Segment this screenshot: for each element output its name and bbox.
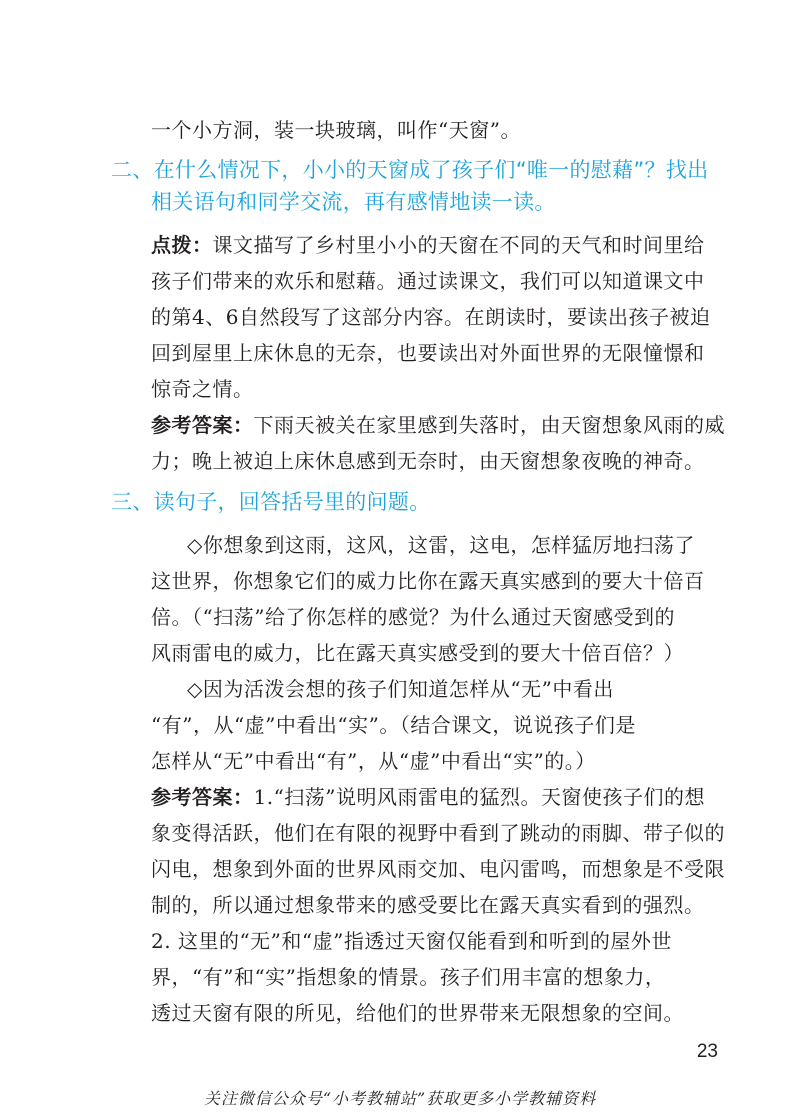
hint-line: 孩子们带来的欢乐和慰藉。通过读课文，我们可以知道课文中 bbox=[151, 269, 705, 293]
answer-text: 下雨天被关在家里感到失落时，由天窗想象风雨的威 bbox=[253, 413, 725, 437]
hint-line bbox=[151, 230, 705, 260]
footer-notice: 关注微信公众号“小考教辅站”获取更多小学教辅资料 bbox=[203, 1089, 597, 1108]
question-3-heading: 三、读句子，回答括号里的问题。 bbox=[111, 490, 431, 514]
answer-line: 闪电，想象到外面的世界风雨交加、电闪雷鸣，而想象是不受限 bbox=[151, 857, 725, 881]
question-2-heading-continued: 相关语句和同学交流，再有感情地读一读。 bbox=[151, 190, 556, 214]
hint-line: 的第4、6自然段写了这部分内容。在朗读时，要读出孩子被迫 bbox=[151, 305, 711, 329]
answer-label: 参考答案： bbox=[151, 785, 254, 809]
question-2-heading: 二、在什么情况下，小小的天窗成了孩子们“唯一的慰藉”？找出 bbox=[111, 158, 709, 182]
sentence-1-line: 这世界，你想象它们的威力比你在露天真实感到的要大十倍百 bbox=[151, 569, 705, 593]
sentence-2-line: “有”，从“虚”中看出“实”。（结合课文，说说孩子们是 bbox=[151, 713, 636, 737]
answer-text: 1.“扫荡”说明风雨雷电的猛烈。天窗使孩子们的想 bbox=[253, 785, 706, 809]
hint-label: 点拨： bbox=[151, 233, 213, 257]
answer-line bbox=[151, 782, 705, 812]
sentence-2-line: ◇因为活泼会想的孩子们知道怎样从“无”中看出 bbox=[187, 677, 614, 701]
answer-line: 象变得活跃，他们在有限的视野中看到了跳动的雨脚、带子似的 bbox=[151, 821, 725, 845]
answer-line: 力；晚上被迫上床休息感到无奈时，由天窗想象夜晚的神奇。 bbox=[151, 449, 705, 473]
sentence-1-line: 倍。（“扫荡”给了你怎样的感觉？为什么通过天窗感受到的 bbox=[151, 605, 675, 629]
hint-text: 课文描写了乡村里小小的天窗在不同的天气和时间里给 bbox=[212, 233, 705, 257]
answer-label: 参考答案： bbox=[151, 413, 254, 437]
sentence-1-line: ◇你想象到这雨，这风，这雷，这电，怎样猛厉地扫荡了 bbox=[187, 533, 695, 557]
hint-line: 惊奇之情。 bbox=[151, 377, 254, 401]
sentence-1-line: 风雨雷电的威力，比在露天真实感受到的要大十倍百倍？） bbox=[151, 641, 684, 665]
hint-line: 回到屋里上床休息的无奈，也要读出对外面世界的无限憧憬和 bbox=[151, 341, 705, 365]
sentence-2-line: 怎样从“无”中看出“有”，从“虚”中看出“实”的。） bbox=[151, 749, 596, 773]
page-number: 23 bbox=[696, 1041, 718, 1062]
answer-line: 界，“有”和“实”指想象的情景。孩子们用丰富的想象力， bbox=[151, 965, 666, 989]
answer-line: 透过天窗有限的所见，给他们的世界带来无限想象的空间。 bbox=[151, 1001, 684, 1025]
answer-line bbox=[151, 410, 725, 440]
intro-line: 一个小方洞，装一块玻璃，叫作“天窗”。 bbox=[151, 118, 521, 142]
answer-line: 制的，所以通过想象带来的感受要比在露天真实看到的强烈。 bbox=[151, 893, 705, 917]
answer-line: 2. 这里的“无”和“虚”指透过天窗仅能看到和听到的屋外世 bbox=[151, 929, 672, 953]
